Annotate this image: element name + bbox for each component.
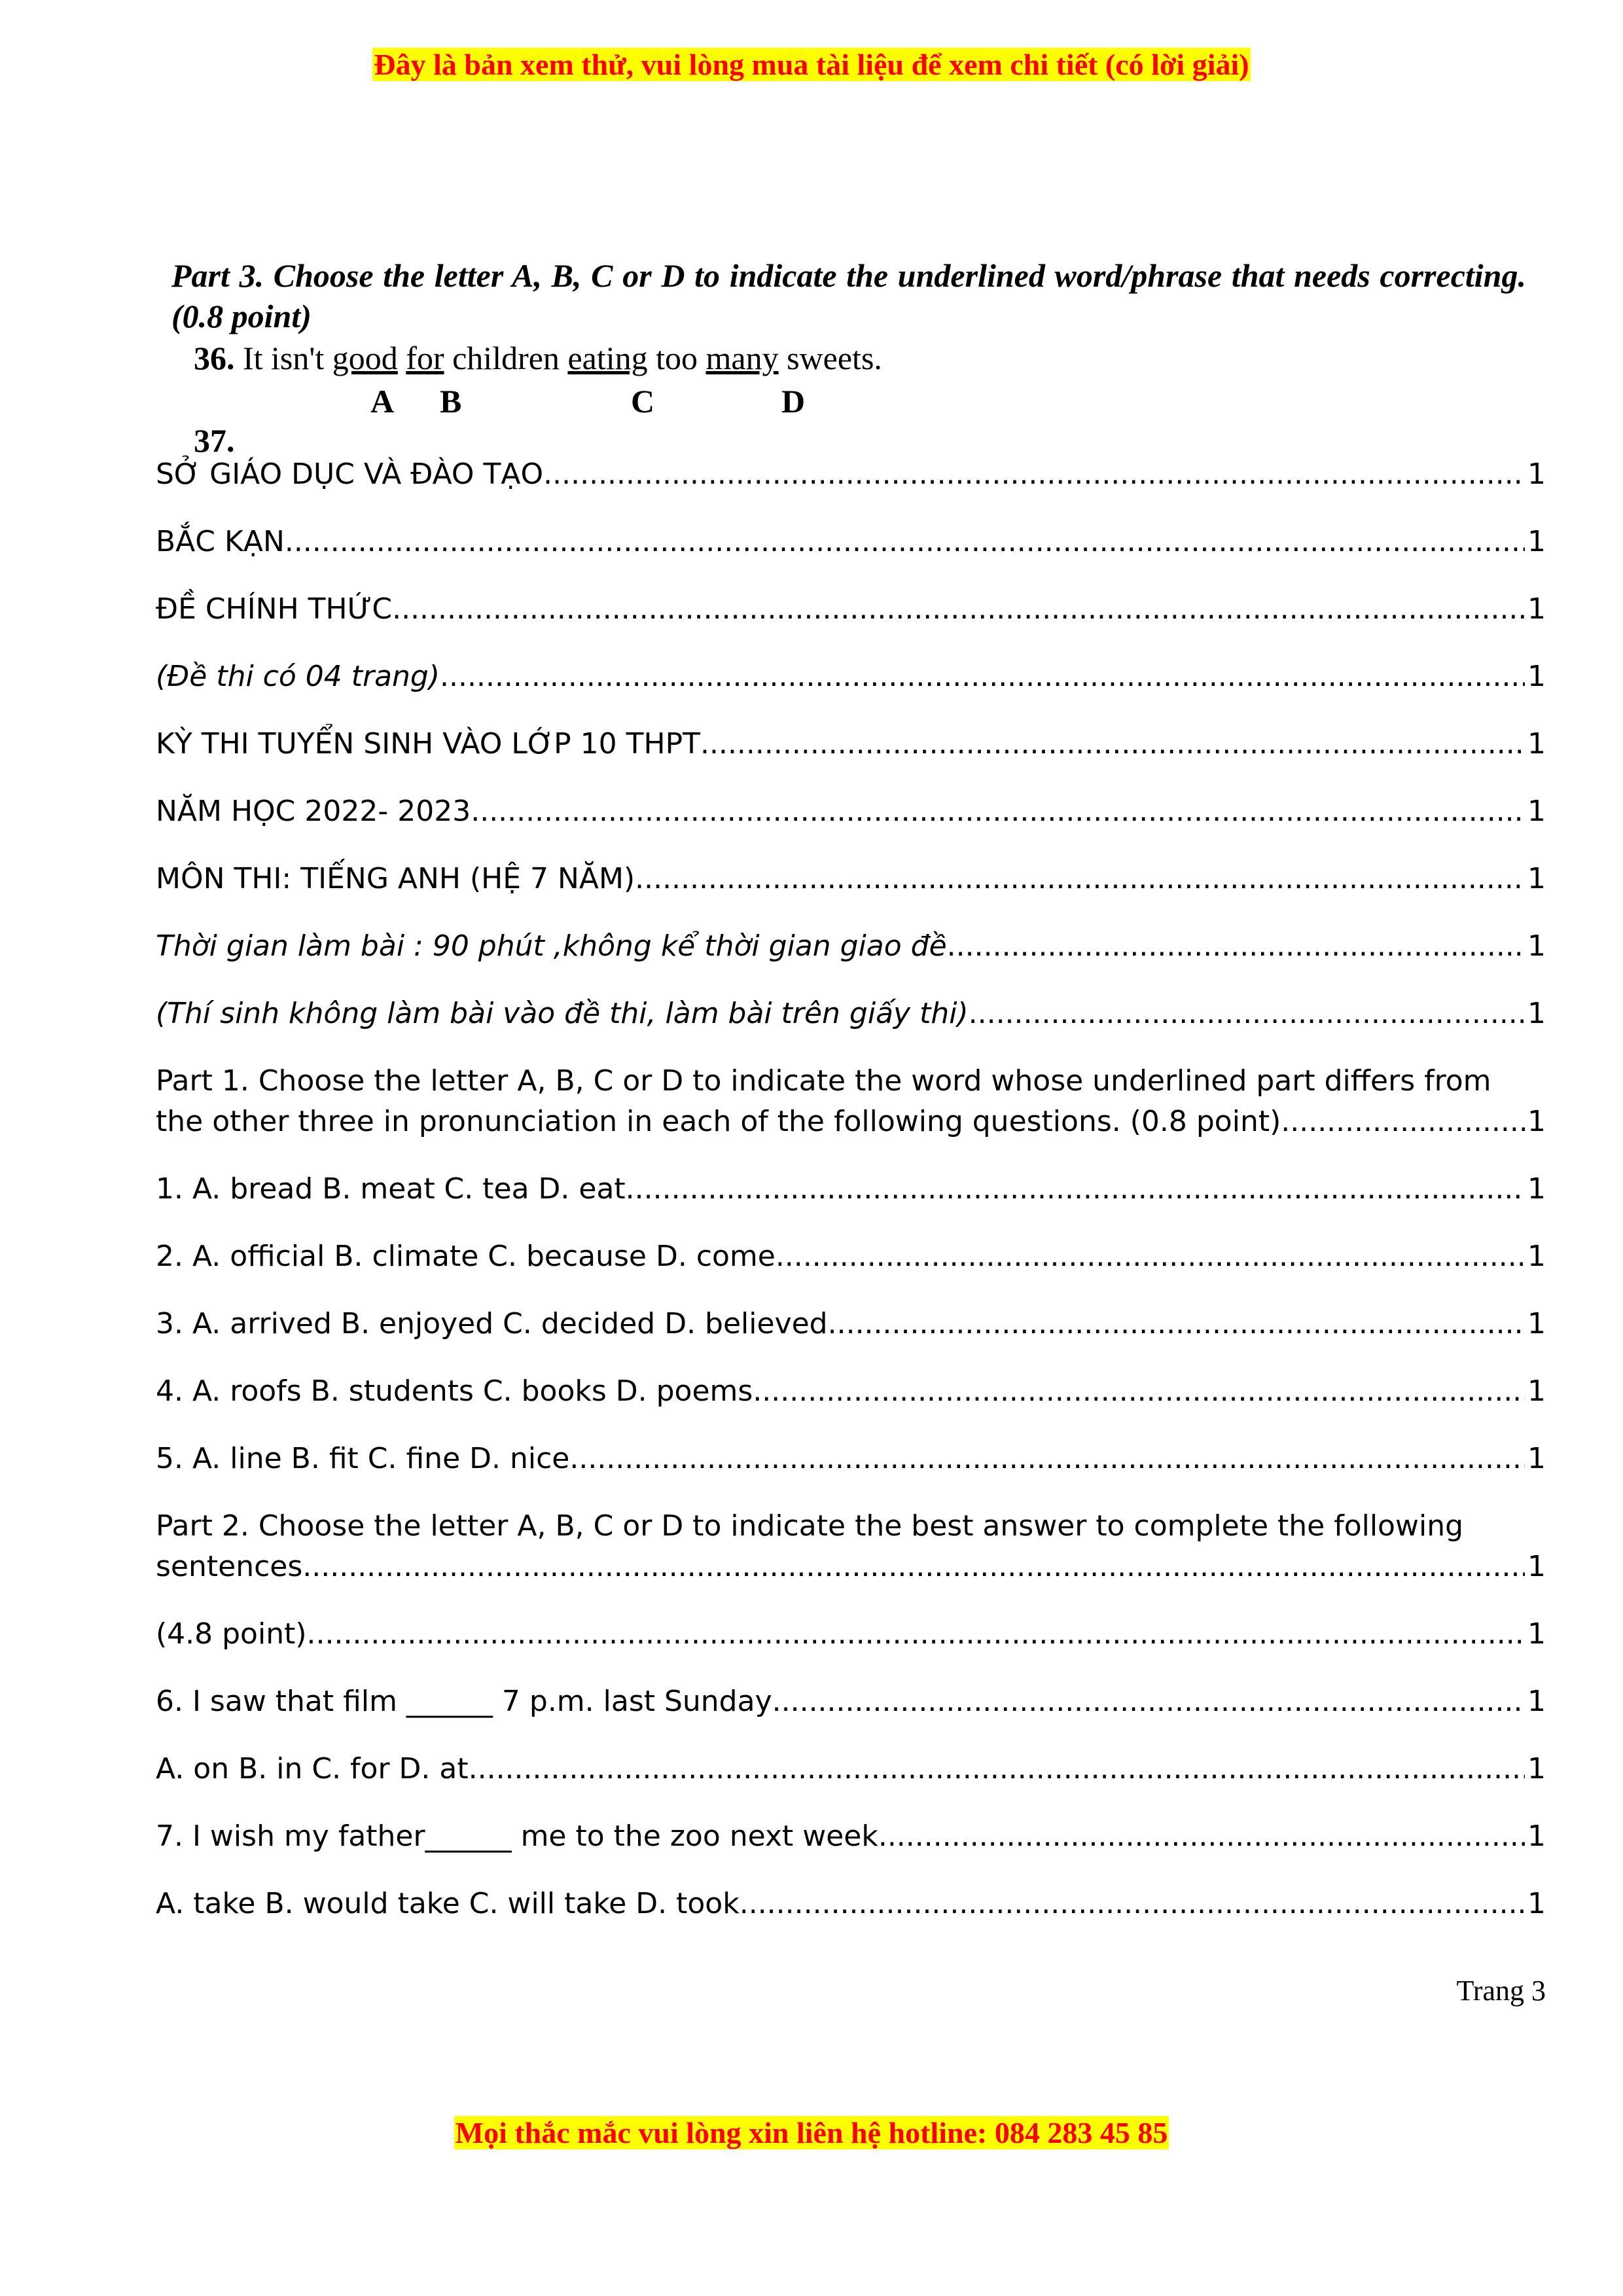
q36-letter-d: D — [781, 383, 806, 420]
toc-page-number: 1 — [1527, 727, 1546, 761]
toc-leader-dots — [828, 1304, 1525, 1344]
q36-letter-a: A — [370, 383, 395, 420]
toc-entry[interactable] — [156, 859, 1546, 899]
toc-entry[interactable] — [156, 1169, 1546, 1210]
toc-page-number: 1 — [1527, 795, 1546, 828]
toc-page-number: 1 — [1527, 1307, 1546, 1340]
question-36 — [194, 338, 882, 378]
toc-entry[interactable] — [156, 724, 1546, 764]
toc-entry-text: (4.8 point) — [156, 1617, 307, 1651]
toc-entry[interactable] — [156, 1884, 1546, 1924]
toc-entry[interactable] — [156, 994, 1546, 1034]
toc-page-number: 1 — [1527, 997, 1546, 1030]
toc-leader-dots — [700, 724, 1525, 764]
toc-leader-dots — [469, 1749, 1525, 1789]
toc-entry[interactable] — [156, 1816, 1546, 1857]
toc-entry-text: Part 2. Choose the letter A, B, C or D to indicate the best answer to complete the following sentences — [156, 1509, 1464, 1583]
toc-entry-text: Thời gian làm bài : 90 phút ,không kể thời gian giao đề — [156, 929, 947, 963]
toc-leader-dots — [392, 589, 1525, 630]
toc-leader-dots — [440, 656, 1525, 697]
toc-entry-text: 2. A. official B. climate C. because D. come — [156, 1240, 776, 1273]
toc-entry-text: ĐỀ CHÍNH THỨC — [156, 592, 393, 626]
toc-entry[interactable] — [156, 454, 1546, 495]
toc-entry-text: Part 1. Choose the letter A, B, C or D to indicate the word whose underlined part differs from the other three in pronunciation in each of the following questions. (0.8 point) — [156, 1064, 1491, 1138]
toc-leader-dots — [635, 859, 1525, 899]
toc-page-number: 1 — [1527, 862, 1546, 895]
toc-leader-dots — [1281, 1102, 1525, 1142]
q36-text: children — [444, 340, 568, 376]
toc-leader-dots — [776, 1236, 1525, 1277]
toc-page-number: 1 — [1527, 1442, 1546, 1475]
part3-heading: Part 3. Choose the letter A, B, C or D to indicate the underlined word/phrase that needs correcting. (0.8 point) — [171, 257, 1526, 334]
toc-page-number: 1 — [1527, 660, 1546, 693]
toc-entry[interactable] — [156, 522, 1546, 562]
toc-page-number: 1 — [1527, 1685, 1546, 1718]
preview-notice-banner — [0, 47, 1623, 82]
q36-option-c-word: eating — [567, 340, 648, 376]
q36-text: too — [647, 340, 706, 376]
q36-letter-c: C — [631, 383, 655, 420]
toc-leader-dots — [969, 994, 1525, 1034]
q36-letter-b: B — [440, 383, 462, 420]
toc-entry[interactable] — [156, 1749, 1546, 1789]
toc-entry-text: 3. A. arrived B. enjoyed C. decided D. believed — [156, 1307, 828, 1340]
toc-entry[interactable] — [156, 1304, 1546, 1344]
toc-leader-dots — [772, 1681, 1525, 1722]
hotline-banner — [0, 2115, 1623, 2150]
toc-page-number: 1 — [1527, 1374, 1546, 1408]
toc-leader-dots — [740, 1884, 1525, 1924]
toc-page-number: 1 — [1527, 1752, 1546, 1785]
toc-leader-dots — [753, 1371, 1525, 1412]
toc-entry-text: A. on B. in C. for D. at — [156, 1752, 469, 1785]
toc-entry-text: MÔN THI: TIẾNG ANH (HỆ 7 NĂM) — [156, 862, 635, 895]
toc-entry[interactable] — [156, 791, 1546, 832]
q36-text: It isn't — [243, 340, 332, 376]
q36-text: sweets. — [778, 340, 882, 376]
toc-page-number: 1 — [1527, 1550, 1546, 1583]
q36-option-d-word: many — [705, 340, 779, 376]
toc-entry-text: BẮC KẠN — [156, 525, 285, 558]
toc-page-number: 1 — [1527, 1172, 1546, 1206]
toc-entry-text: A. take B. would take C. will take D. took — [156, 1887, 740, 1920]
toc-leader-dots — [887, 1816, 1525, 1857]
toc-page-number: 1 — [1527, 1820, 1546, 1853]
q36-option-a-word: good — [332, 340, 398, 376]
toc-entry-text: 1. A. bread B. meat C. tea D. eat — [156, 1172, 626, 1206]
toc-page-number: 1 — [1527, 525, 1546, 558]
toc-entry[interactable] — [156, 1236, 1546, 1277]
toc-entry[interactable] — [156, 1681, 1546, 1722]
toc-leader-dots — [543, 454, 1525, 495]
toc-entry-tail — [1525, 1547, 1546, 1587]
preview-notice-text: Đây là bản xem thử, vui lòng mua tài liệu để xem chi tiết (có lời giải) — [374, 48, 1249, 81]
toc-entry[interactable] — [156, 1061, 1546, 1142]
toc-entry-text: 5. A. line B. fit C. fine D. nice — [156, 1442, 570, 1475]
toc-page-number: 1 — [1527, 592, 1546, 626]
toc-entry-text: NĂM HỌC 2022- 2023 — [156, 795, 471, 828]
toc-leader-dots — [302, 1547, 1525, 1587]
toc-page-number: 1 — [1527, 1105, 1546, 1138]
toc-entry[interactable] — [156, 1371, 1546, 1412]
toc-page-number: 1 — [1527, 1617, 1546, 1651]
toc-entry-text: KỲ THI TUYỂN SINH VÀO LỚP 10 THPT — [156, 727, 700, 761]
q36-text — [398, 340, 406, 376]
toc-page-number: 1 — [1527, 929, 1546, 963]
toc-entry[interactable] — [156, 1506, 1546, 1587]
toc-entry-text: 7. I wish my father______ me to the zoo next week. — [156, 1820, 887, 1853]
toc-entry-text: 6. I saw that film ______ 7 p.m. last Sunday — [156, 1685, 772, 1718]
toc-leader-dots — [947, 926, 1525, 967]
table-of-contents — [156, 454, 1546, 1951]
toc-entry[interactable] — [156, 656, 1546, 697]
toc-entry[interactable] — [156, 1614, 1546, 1655]
toc-leader-dots — [307, 1614, 1525, 1655]
toc-page-number: 1 — [1527, 1887, 1546, 1920]
toc-leader-dots — [626, 1169, 1525, 1210]
hotline-text: Mọi thắc mắc vui lòng xin liên hệ hotline: 084 283 45 85 — [455, 2116, 1168, 2149]
toc-leader-dots — [569, 1439, 1525, 1479]
question-36-number: 36. — [194, 340, 235, 376]
toc-entry-text: SỞ GIÁO DỤC VÀ ĐÀO TẠO — [156, 457, 544, 491]
toc-entry[interactable] — [156, 589, 1546, 630]
toc-entry-text: (Thí sinh không làm bài vào đề thi, làm bài trên giấy thi) — [156, 997, 969, 1030]
toc-page-number: 1 — [1527, 457, 1546, 491]
question-37-number: 37. — [194, 422, 235, 459]
page-number: Trang 3 — [1456, 1975, 1546, 2007]
toc-entry-text: (Đề thi có 04 trang) — [156, 660, 440, 693]
toc-entry[interactable] — [156, 926, 1546, 967]
toc-page-number: 1 — [1527, 1240, 1546, 1273]
toc-leader-dots — [285, 522, 1525, 562]
q36-option-b-word: for — [406, 340, 444, 376]
toc-entry-tail — [1525, 1102, 1546, 1142]
toc-entry[interactable] — [156, 1439, 1546, 1479]
toc-leader-dots — [471, 791, 1525, 832]
toc-entry-text: 4. A. roofs B. students C. books D. poems — [156, 1374, 753, 1408]
